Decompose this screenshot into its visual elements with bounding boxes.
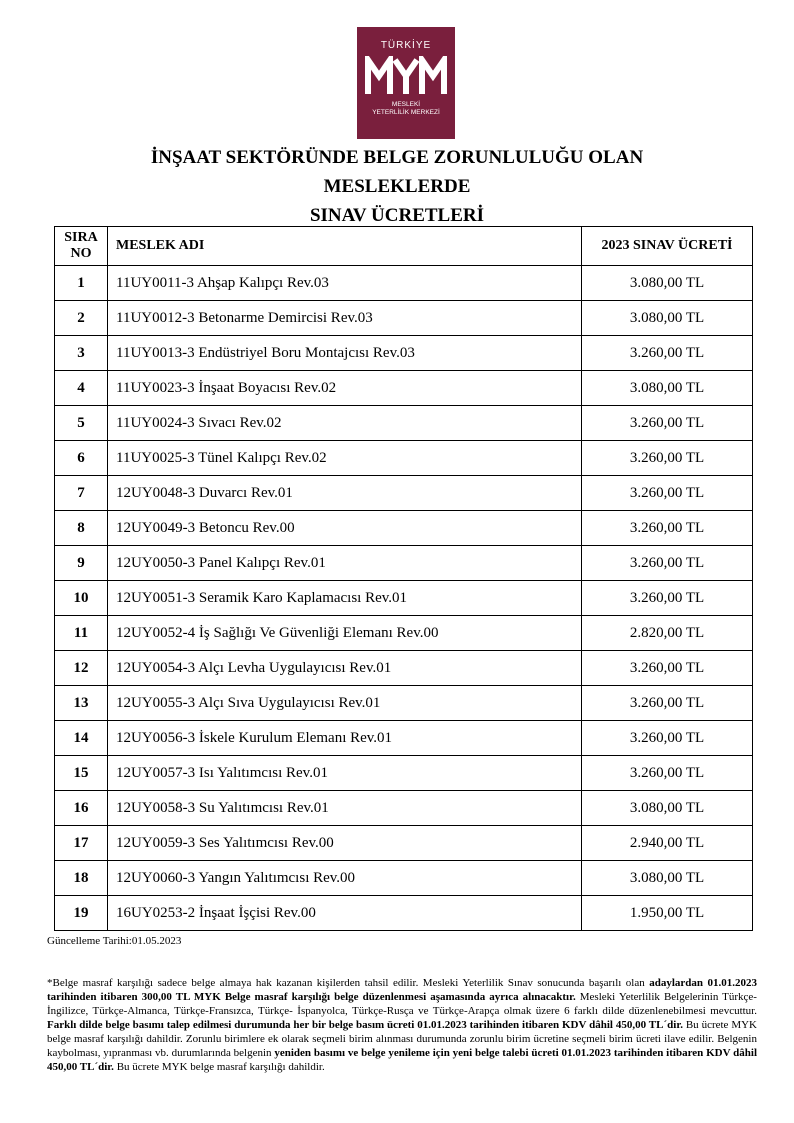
table-row	[55, 686, 753, 721]
table-row	[55, 826, 753, 861]
header-no-line2: NO	[70, 246, 92, 261]
row-sequence-no: 15	[55, 756, 108, 791]
table-header-row	[55, 227, 753, 266]
note-bold2: Farklı dilde belge basımı talep edilmesi durumunda her bir belge basım ücreti 01.01.2023 tarihinden itibaren KDV dâhil 450,00 TL´dir.	[47, 1019, 683, 1031]
row-exam-fee: 2.940,00 TL	[582, 826, 753, 861]
myk-logo	[357, 27, 455, 139]
row-sequence-no: 19	[55, 896, 108, 931]
header-profession-name: MESLEK ADI	[108, 227, 582, 266]
row-sequence-no: 10	[55, 581, 108, 616]
row-sequence-no: 1	[55, 266, 108, 301]
row-exam-fee: 3.260,00 TL	[582, 756, 753, 791]
row-sequence-no: 14	[55, 721, 108, 756]
row-profession-name: 12UY0059-3 Ses Yalıtımcısı Rev.00	[108, 826, 582, 861]
note-part3: Bu ücrete MYK belge masraf karşılığı dahildir. Zorunlu birimlere ek olarak seçmeli birim alınması durumunda zorunlu birim ücretine seçmeli birim ücreti ilave edilir. Belgenin kaybolması, yıpranması vb. durumlarında belgenin	[47, 1019, 758, 1059]
row-profession-name: 12UY0050-3 Panel Kalıpçı Rev.01	[108, 546, 582, 581]
row-sequence-no: 11	[55, 616, 108, 651]
row-exam-fee: 3.260,00 TL	[582, 546, 753, 581]
row-profession-name: 11UY0024-3 Sıvacı Rev.02	[108, 406, 582, 441]
table-row	[55, 406, 753, 441]
note-part4: Bu ücrete MYK belge masraf karşılığı dahildir.	[113, 1061, 325, 1073]
table-row	[55, 651, 753, 686]
table-row	[55, 301, 753, 336]
table-row	[55, 336, 753, 371]
row-exam-fee: 3.260,00 TL	[582, 441, 753, 476]
table-row	[55, 861, 753, 896]
row-sequence-no: 4	[55, 371, 108, 406]
table-row	[55, 616, 753, 651]
row-exam-fee: 3.080,00 TL	[582, 371, 753, 406]
row-profession-name: 11UY0013-3 Endüstriyel Boru Montajcısı Rev.03	[108, 336, 582, 371]
row-exam-fee: 3.260,00 TL	[582, 651, 753, 686]
header-sequence-no	[55, 227, 108, 266]
row-sequence-no: 16	[55, 791, 108, 826]
table-row	[55, 721, 753, 756]
row-profession-name: 12UY0048-3 Duvarcı Rev.01	[108, 476, 582, 511]
row-sequence-no: 18	[55, 861, 108, 896]
row-profession-name: 12UY0058-3 Su Yalıtımcısı Rev.01	[108, 791, 582, 826]
row-exam-fee: 3.260,00 TL	[582, 406, 753, 441]
row-profession-name: 12UY0051-3 Seramik Karo Kaplamacısı Rev.01	[108, 581, 582, 616]
page-title	[0, 143, 794, 230]
table-row	[55, 546, 753, 581]
table-row	[55, 476, 753, 511]
row-sequence-no: 7	[55, 476, 108, 511]
row-exam-fee: 3.260,00 TL	[582, 511, 753, 546]
row-profession-name: 12UY0055-3 Alçı Sıva Uygulayıcısı Rev.01	[108, 686, 582, 721]
row-profession-name: 11UY0025-3 Tünel Kalıpçı Rev.02	[108, 441, 582, 476]
table-row	[55, 791, 753, 826]
logo-line2: YETERLİLİK MERKEZİ	[372, 109, 440, 116]
row-exam-fee: 3.080,00 TL	[582, 791, 753, 826]
row-exam-fee: 3.080,00 TL	[582, 301, 753, 336]
row-exam-fee: 3.080,00 TL	[582, 861, 753, 896]
logo-country-text: TÜRKİYE	[380, 40, 432, 51]
row-exam-fee: 3.260,00 TL	[582, 581, 753, 616]
title-line2: MESLEKLERDE	[323, 176, 471, 197]
logo-line1: MESLEKİ	[391, 101, 421, 108]
row-profession-name: 12UY0049-3 Betoncu Rev.00	[108, 511, 582, 546]
row-profession-name: 12UY0056-3 İskele Kurulum Elemanı Rev.01	[108, 721, 582, 756]
row-profession-name: 11UY0012-3 Betonarme Demircisi Rev.03	[108, 301, 582, 336]
table-row	[55, 371, 753, 406]
row-profession-name: 12UY0054-3 Alçı Levha Uygulayıcısı Rev.01	[108, 651, 582, 686]
header-no-line1: SIRA	[64, 230, 98, 245]
row-sequence-no: 5	[55, 406, 108, 441]
row-exam-fee: 1.950,00 TL	[582, 896, 753, 931]
logo-mark-text: MYM	[406, 97, 409, 98]
row-exam-fee: 2.820,00 TL	[582, 616, 753, 651]
row-profession-name: 12UY0052-4 İş Sağlığı Ve Güvenliği Elemanı Rev.00	[108, 616, 582, 651]
note-part1: *Belge masraf karşılığı sadece belge almaya hak kazanan kişilerden tahsil edilir. Mesleki Yeterlilik Sınav sonucunda başarılı olan	[47, 977, 650, 989]
update-date: Güncelleme Tarihi:01.05.2023	[47, 935, 182, 947]
logo-org-name	[357, 101, 455, 117]
row-sequence-no: 12	[55, 651, 108, 686]
row-exam-fee: 3.080,00 TL	[582, 266, 753, 301]
note-part2: Mesleki Yeterlilik Belgelerinin Türkçe- İngilizce, Türkçe-Almanca, Türkçe-Fransızca, Türkçe- İspanyolca, Türkçe-Rusça ve Türkçe-Arapça olmak üzere 6 farklı dilde düzenlenebilmesi mevcuttur.	[47, 991, 757, 1017]
title-line3: SINAV ÜCRETLERİ	[309, 205, 485, 226]
row-exam-fee: 3.260,00 TL	[582, 721, 753, 756]
table-row	[55, 756, 753, 791]
row-profession-name: 12UY0060-3 Yangın Yalıtımcısı Rev.00	[108, 861, 582, 896]
note-bold3: yeniden basımı ve belge yenileme için yeni belge talebi ücreti 01.01.2023 tarihinden itibaren KDV dâhil 450,00 TL´dir.	[47, 1047, 758, 1073]
table-row	[55, 896, 753, 931]
table-row	[55, 511, 753, 546]
row-sequence-no: 6	[55, 441, 108, 476]
row-exam-fee: 3.260,00 TL	[582, 336, 753, 371]
exam-fee-table	[54, 226, 753, 931]
table-row	[55, 266, 753, 301]
row-sequence-no: 2	[55, 301, 108, 336]
myk-mark-icon	[365, 56, 447, 98]
table-row	[55, 441, 753, 476]
row-sequence-no: 13	[55, 686, 108, 721]
row-sequence-no: 9	[55, 546, 108, 581]
note-bold1: adaylardan 01.01.2023 tarihinden itibaren 300,00 TL MYK Belge masraf karşılığı belge düzenlenmesi aşamasında ayrıca alınacaktır.	[47, 977, 757, 1003]
table-row	[55, 581, 753, 616]
row-exam-fee: 3.260,00 TL	[582, 476, 753, 511]
row-profession-name: 12UY0057-3 Isı Yalıtımcısı Rev.01	[108, 756, 582, 791]
title-line1: İNŞAAT SEKTÖRÜNDE BELGE ZORUNLULUĞU OLAN	[150, 147, 644, 168]
header-exam-fee: 2023 SINAV ÜCRETİ	[582, 227, 753, 266]
row-sequence-no: 17	[55, 826, 108, 861]
row-profession-name: 11UY0023-3 İnşaat Boyacısı Rev.02	[108, 371, 582, 406]
row-profession-name: 16UY0253-2 İnşaat İşçisi Rev.00	[108, 896, 582, 931]
row-exam-fee: 3.260,00 TL	[582, 686, 753, 721]
footnote	[47, 976, 757, 1074]
row-sequence-no: 3	[55, 336, 108, 371]
row-profession-name: 11UY0011-3 Ahşap Kalıpçı Rev.03	[108, 266, 582, 301]
row-sequence-no: 8	[55, 511, 108, 546]
